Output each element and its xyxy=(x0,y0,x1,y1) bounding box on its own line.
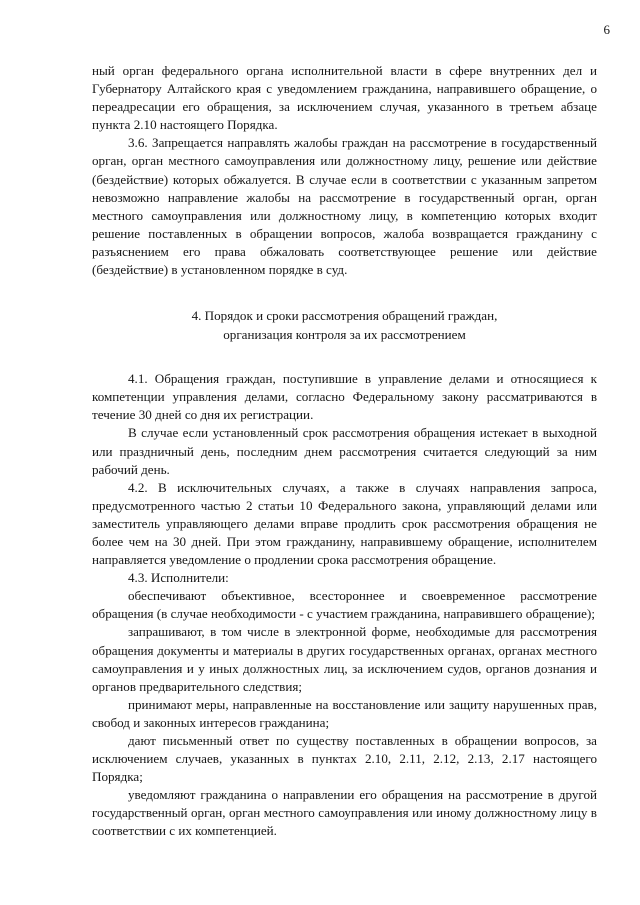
document-body xyxy=(92,62,597,841)
paragraph-continuation: ный орган федерального органа исполнительной власти в сфере внутренних дел и Губернатору Алтайского края с уведомлением гражданина, направившего обращение, о переадресации его обращения, за исключением случая, указанного в третьем абзаце пункта 2.10 настоящего Порядка. xyxy=(92,63,597,133)
section-heading xyxy=(92,307,597,344)
list-item-ensure-review: обеспечивают объективное, всестороннее и своевременное рассмотрение обращения (в случае необходимости - с участием гражданина, направившего обращение); xyxy=(92,588,597,622)
paragraph-4-2: 4.2. В исключительных случаях, а также в случаях направления запроса, предусмотренного частью 2 статьи 10 Федерального закона, управляющий делами или заместитель управляющего делами вправе продлить срок рассмотрения обращения не более чем на 30 дней. При этом гражданину, направившему обращение, исполнителем направляется уведомление о продлении срока рассмотрения обращение. xyxy=(92,479,597,568)
paragraph-4-1: 4.1. Обращения граждан, поступившие в управление делами и относящиеся к компетенции управления делами, согласно Федеральному закону рассматриваются в течение 30 дней со дня их регистрации. xyxy=(92,371,597,423)
list-item-notify-citizen: уведомляют гражданина о направлении его обращения на рассмотрение в другой государственный орган, орган местного самоуправления или иному должностному лицу в соответствии с их компетенцией. xyxy=(92,787,597,839)
paragraph-4-3: 4.3. Исполнители: xyxy=(128,570,229,586)
page-number: 6 xyxy=(603,22,610,37)
list-item-take-measures: принимают меры, направленные на восстановление или защиту нарушенных прав, свобод и законных интересов гражданина; xyxy=(92,696,597,730)
list-item-written-answer: дают письменный ответ по существу поставленных в обращении вопросов, за исключением случаев, указанных в пунктах 2.10, 2.11, 2.12, 2.13, 2.17 настоящего Порядка; xyxy=(92,733,597,785)
list-item-request-documents: запрашивают, в том числе в электронной форме, необходимые для рассмотрения обращения документы и материалы в других государственных органах, органах местного самоуправления и у иных должностных лиц, за исключением судов, органов дознания и органов предварительного следствия; xyxy=(92,624,597,694)
paragraph-3-6: 3.6. Запрещается направлять жалобы граждан на рассмотрение в государственный орган, орган местного самоуправления или должностному лицу, решение или действие (бездействие) которых обжалуется. В случае если в соответствии с указанным запретом невозможно направление жалобы на рассмотрение в государственный орган, орган местного самоуправления или должностному лицу, в компетенцию которых входит решение поставленных в обращении вопросов, жалоба возвращается гражданину с разъяснением его права обжаловать соответствующее решение или действие (бездействие) в установленном порядке в суд. xyxy=(92,135,597,278)
paragraph-deadline-holiday: В случае если установленный срок рассмотрения обращения истекает в выходной или праздничный день, последним днем рассмотрения считается следующий за ним рабочий день. xyxy=(92,425,597,477)
section-heading-line-2: организация контроля за их рассмотрением xyxy=(223,326,466,342)
section-heading-line-1: 4. Порядок и сроки рассмотрения обращений граждан, xyxy=(191,308,498,324)
